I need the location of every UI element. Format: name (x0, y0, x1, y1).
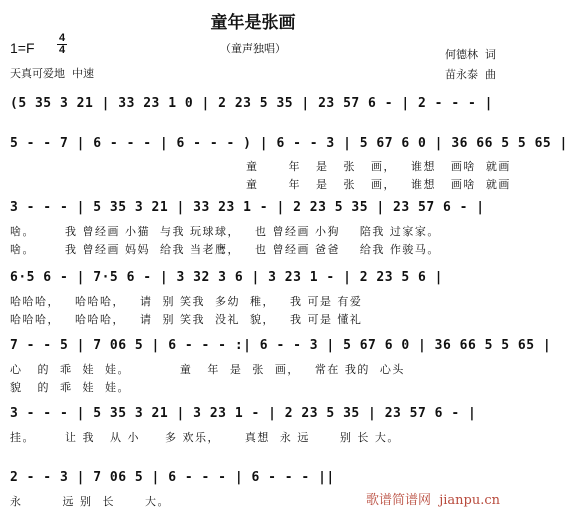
time-signature (57, 33, 67, 56)
key-signature: 1=F (10, 40, 35, 56)
notation-line-5: 7 - - 5 | 7 06 5 | 6 - - - :| 6 - - 3 | 5 67 6 0 | 36 66 5 5 65 | (10, 338, 552, 353)
watermark: 歌谱简谱网 jianpu.cn (365, 493, 500, 508)
lyric-line-4-verse-2: 哈哈哈， 哈哈哈， 请 别 笑我 没礼 貌， 我 可是 懂礼 (10, 313, 363, 326)
lyricist-credit: 何德林 词 (445, 48, 496, 61)
time-signature-bottom: 4 (58, 44, 66, 56)
lyric-line-2-verse-2: 童 年 是 张 画， 谁想 画啥 就画 (246, 178, 511, 191)
notation-line-1: (5 35 3 21 | 33 23 1 0 | 2 23 5 35 | 23 57 6 - | 2 - - - | (10, 96, 493, 111)
notation-line-6: 3 - - - | 5 35 3 21 | 3 23 1 - | 2 23 5 35 | 23 57 6 - | (10, 406, 477, 421)
song-title: 童年是张画 (210, 13, 296, 33)
notation-line-2: 5 - - 7 | 6 - - - | 6 - - - ) | 6 - - 3 | 5 67 6 0 | 36 66 5 5 65 | (10, 136, 568, 151)
lyric-line-7-verse-1: 永 远 别 长 大。 (10, 495, 170, 508)
lyric-line-5-verse-1: 心 的 乖 娃 娃。 童 年 是 张 画， 常在 我的 心头 (10, 363, 405, 376)
lyric-line-4-verse-1: 哈哈哈， 哈哈哈， 请 别 笑我 多幼 稚， 我 可是 有爱 (10, 295, 363, 308)
lyric-line-3-verse-1: 啥。 我 曾经画 小猫 与我 玩球球， 也 曾经画 小狗 陪我 过家家。 (10, 225, 440, 238)
song-subtitle: （童声独唱） (220, 42, 286, 55)
lyric-line-2-verse-1: 童 年 是 张 画， 谁想 画啥 就画 (246, 160, 511, 173)
lyric-line-5-verse-2: 貌 的 乖 娃 娃。 (10, 381, 130, 394)
notation-line-7: 2 - - 3 | 7 06 5 | 6 - - - | 6 - - - || (10, 470, 335, 485)
composer-credit: 苗永泰 曲 (445, 68, 496, 81)
notation-line-3: 3 - - - | 5 35 3 21 | 33 23 1 - | 2 23 5 35 | 23 57 6 - | (10, 200, 485, 215)
time-signature-top: 4 (58, 32, 66, 44)
notation-line-4: 6·5 6 - | 7·5 6 - | 3 32 3 6 | 3 23 1 - | 2 23 5 6 | (10, 270, 443, 285)
lyric-line-6-verse-1: 挂。 让 我 从 小 多 欢乐， 真想 永 远 别 长 大。 (10, 431, 400, 444)
tempo-marking: 天真可爱地 中速 (10, 67, 94, 80)
lyric-line-3-verse-2: 啥。 我 曾经画 妈妈 给我 当老鹰， 也 曾经画 爸爸 给我 作骏马。 (10, 243, 440, 256)
